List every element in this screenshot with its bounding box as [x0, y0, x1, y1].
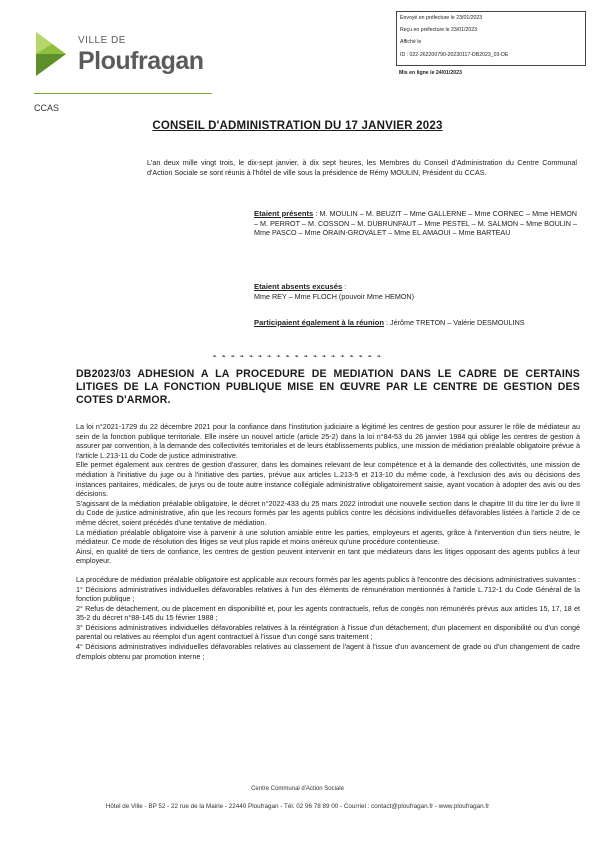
absent-label: Etaient absents excusés: [254, 282, 343, 291]
prefecture-stamp: [396, 11, 586, 66]
ville-logo: [34, 30, 219, 90]
body-paragraph: Elle permet également aux centres de gestion d'assurer, dans les domaines relevant de leur compétence et à la demande des collectivités, une mission de médiation à l'initiative du juge ou à l'initiative des parties, prévue aux articles L.213-5 et 213-10 du même code, à l'exclusion des avis ou décisions des instances paritaires, médicales, de jurys ou de toute autre instance collégiale administrative obligatoirement saisie, ayant vocation à adopter des avis ou des décisions.: [76, 460, 580, 499]
absent-members: Etaient absents excusés : Mme REY – Mme FLOCH (pouvoir Mme HEMON): [254, 282, 577, 301]
present-list: : M. MOULIN – M. BEUZIT – Mme GALLERNE – Mme CORNEC – Mme HEMON – M. PERROT – M. COSSON – M. DUBRUNFAUT – Mme PESTEL – M. SALMON – Mme BOULIN – Mme PASCO – Mme ORAIN-GROVALET – Mme EL AMAOUI – Mme BARTEAU: [254, 209, 578, 238]
body-paragraph: S'agissant de la médiation préalable obligatoire, le décret n°2022-433 du 25 mars 2022 introduit une nouvelle section dans le chapitre III du titre Ier du livre II du Code de justice administrative, afin que les recours formés par les agents publics contre les décisions individuelles défavorables listées à l'article 2 de ce même décret, soient précédés d'une tentative de médiation.: [76, 498, 580, 527]
ccas-label: CCAS: [34, 103, 60, 113]
stamp-received: Reçu en préfecture le 23/01/2023: [400, 27, 478, 33]
footer-organisation: Centre Communal d'Action Sociale: [251, 786, 344, 792]
intro-paragraph: L'an deux mille vingt trois, le dix-sept janvier, à dix sept heures, les Membres du Conseil d'Administration du Centre Communal d'Action Sociale se sont réunis à l'hôtel de ville sous la présidence de Rémy MOULIN, Président du CCAS.: [147, 158, 577, 177]
online-date: Mis en ligne le 24/01/2023: [399, 70, 462, 76]
deliberation-body: [76, 422, 580, 661]
logo-ville-de: VILLE DE: [78, 35, 126, 46]
present-members: [254, 209, 577, 238]
also-list: : Jérôme TRETON – Valérie DESMOULINS: [383, 318, 525, 327]
logo-divider: [34, 93, 212, 94]
body-paragraph: La loi n°2021-1729 du 22 décembre 2021 pour la confiance dans l'institution judiciaire a légitimé les centres de gestion pour assurer le rôle de médiateur au sein de la fonction publique territoriale. Elle insère un nouvel article (article 25-2) dans la loi n°84-53 du 26 janvier 1984 qui oblige les centres de gestion à assurer par convention, à la demande des collectivités territoriales et de leurs établissements publics, une mission de médiation préalable obligatoire prévue à l'article L.213-11 du Code de justice administrative.: [76, 422, 580, 460]
decorative-separator: ❧ ❧ ❧ ❧ ❧ ❧ ❧ ❧ ❧ ❧ ❧ ❧ ❧ ❧ ❧ ❧ ❧ ❧ ❧: [212, 354, 383, 360]
body-paragraph: Ainsi, en qualité de tiers de confiance, les centres de gestion peuvent intervenir en tant que médiateurs dans les litiges opposant des agents publics à leur employeur.: [76, 546, 580, 566]
stamp-posted: Affiché le: [400, 39, 422, 45]
list-item: 1° Décisions administratives individuelles défavorables relatives à l'un des éléments de rémunération mentionnés à l'article L.712-1 du Code Général de la fonction publique ;: [76, 584, 580, 604]
body-paragraph: La procédure de médiation préalable obligatoire est applicable aux recours formés par les agents publics à l'encontre des décisions administratives suivantes :: [76, 574, 580, 584]
list-item: 4° Décisions administratives individuelles défavorables relatives au classement de l'agent à l'issue d'un avancement de grade ou d'un changement de cadre d'emplois obtenu par promotion interne ;: [76, 642, 580, 661]
page-title: CONSEIL D'ADMINISTRATION DU 17 JANVIER 2023: [152, 120, 443, 132]
also-label: Participaient également à la réunion: [254, 318, 384, 327]
deliberation-title: DB2023/03 ADHESION A LA PROCEDURE DE MEDIATION DANS LE CADRE DE CERTAINS LITIGES DE LA FONCTION PUBLIQUE MISE EN ŒUVRE PAR LE CENTRE DE GESTION DES COTES D'ARMOR.: [76, 368, 580, 407]
also-present: [254, 318, 577, 328]
absent-list: Mme REY – Mme FLOCH (pouvoir Mme HEMON): [254, 291, 415, 301]
stamp-sent: Envoyé en préfecture le 23/01/2023: [400, 15, 483, 21]
leaf-logo-icon: [34, 30, 68, 80]
footer-address: Hôtel de Ville - BP 52 - 22 rue de la Mairie - 22440 Ploufragan - Tél. 02 96 78 89 00 - Courriel : contact@ploufragan.fr - www.ploufragan.fr: [105, 803, 490, 810]
logo-ploufragan: Ploufragan: [78, 47, 204, 75]
body-paragraph: La médiation préalable obligatoire vise à parvenir à une solution amiable entre les parties, employeurs et agents, grâce à l'intervention d'un tiers neutre, le médiateur. Ce mode de résolution des litiges se veut plus rapide et moins onéreux qu'une procédure contentieuse.: [76, 527, 580, 547]
present-label: Etaient présents: [254, 209, 314, 218]
stamp-id: ID : 022-262200790-20230117-DB2023_03-DE: [400, 52, 509, 58]
list-item: 3° Décisions administratives individuelles défavorables relatives à la réintégration à l'issue d'un détachement, d'un placement en disponibilité ou d'un congé parental ou relatives au réemploi d'un agent contractuel à l'issue d'un congé sans traitement ;: [76, 622, 580, 642]
list-item: 2° Refus de détachement, ou de placement en disponibilité et, pour les agents contractuels, refus de congés non rémunérés prévus aux articles 15, 17, 18 et 35-2 du décret n°88-145 du 15 février 1988 ;: [76, 603, 580, 623]
